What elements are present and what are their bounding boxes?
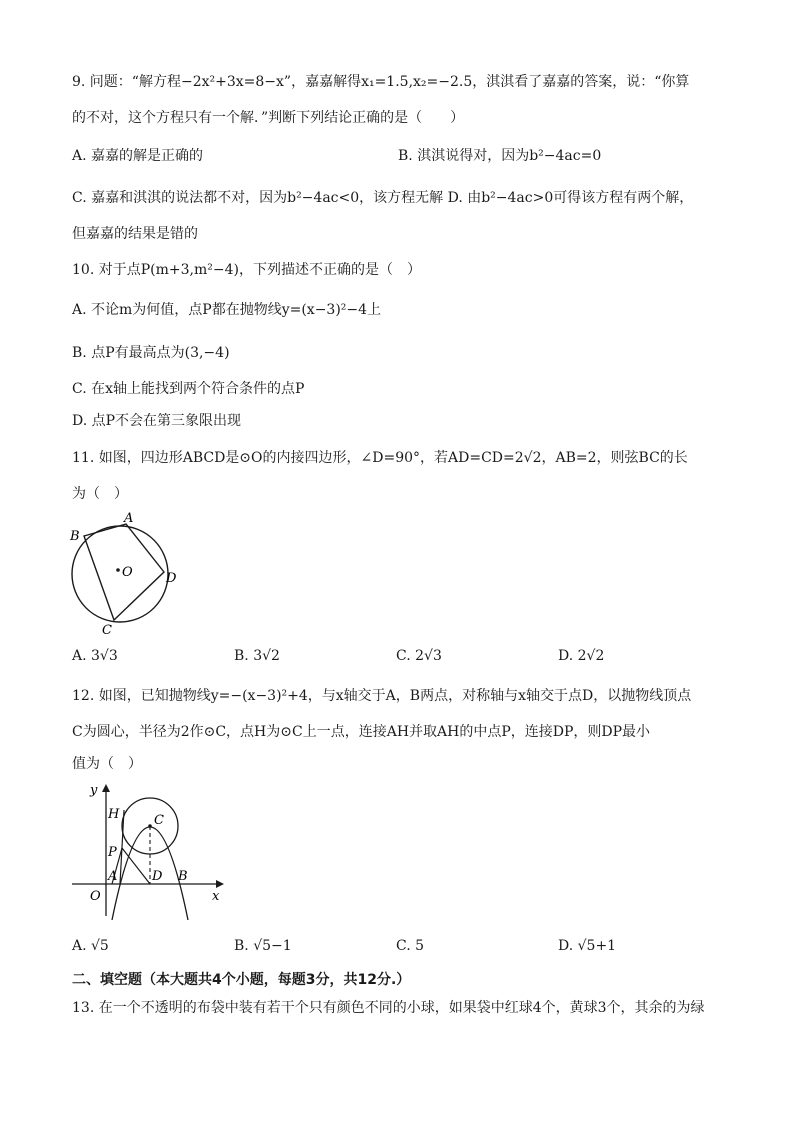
q12-stem-line1: 12. 如图，已知抛物线y=−(x−3)²+4，与x轴交于A，B两点，对称轴与x轴交于点D，以抛物线顶点 [72,688,692,704]
q12-label-h: H [108,807,120,822]
q11-label-c: C [102,623,112,638]
q12-label-d: D [152,869,163,884]
q10-option-d: D. 点P不会在第三象限出现 [72,413,242,429]
q9-option-a: A. 嘉嘉的解是正确的 [72,148,204,164]
q11-option-c: C. 2√3 [396,648,442,664]
q11-option-d: D. 2√2 [558,648,605,664]
q11-figure [64,508,194,638]
q11-stem-line1: 11. 如图，四边形ABCD是⊙O的内接四边形，∠D=90°，若AD=CD=2√2，AB=2，则弦BC的长 [72,450,688,466]
q11-stem-line2: 为（ ） [72,486,128,502]
q11-option-a: A. 3√3 [72,648,118,664]
q11-option-b: B. 3√2 [234,648,280,664]
q9-stem-line2: 的不对，这个方程只有一个解．”判断下列结论正确的是（ ） [72,110,465,126]
q12-stem-line2: C为圆心，半径为2作⊙C，点H为⊙C上一点，连接AH并取AH的中点P，连接DP，则DP最小 [72,724,651,740]
q11-circle [72,526,168,622]
q9-option-d-continued: 但嘉嘉的结果是错的 [72,226,198,242]
q11-label-a: A [124,511,134,526]
q13-stem-line1: 13. 在一个不透明的布袋中装有若干个只有颜色不同的小球，如果袋中红球4个，黄球3个，其余的为绿 [72,1000,705,1016]
q11-label-o: O [122,565,133,580]
q12-x-axis-arrow [216,880,224,888]
q12-option-a: A. √5 [72,938,109,954]
q12-point-c [148,824,152,828]
q12-label-c: C [154,813,164,828]
q12-label-p: P [108,845,117,860]
section-2-title: 二、填空题（本大题共4个小题，每题3分，共12分.） [72,972,411,988]
q10-option-c: C. 在x轴上能找到两个符合条件的点P [72,381,305,397]
q11-label-b: B [70,529,80,544]
q12-label-x: x [212,889,220,904]
q11-center-point [116,568,120,572]
q10-option-a: A. 不论m为何值，点P都在抛物线y=(x−3)²−4上 [72,302,382,318]
q12-option-b: B. √5−1 [234,938,292,954]
q12-label-b: B [178,869,188,884]
q9-option-c-d: C. 嘉嘉和淇淇的说法都不对，因为b²−4ac<0，该方程无解 D. 由b²−4ac>0可得该方程有两个解， [72,190,694,206]
q9-option-b: B. 淇淇说得对，因为b²−4ac=0 [398,148,602,164]
q12-option-c: C. 5 [396,938,425,954]
q12-option-d: D. √5+1 [558,938,617,954]
q10-stem: 10. 对于点P(m+3,m²−4)，下列描述不正确的是（ ） [72,262,421,278]
q12-stem-line3: 值为（ ） [72,756,142,772]
q12-figure [68,780,228,920]
q12-label-a: A [108,869,118,884]
q12-label-y: y [90,783,98,798]
q9-stem-line1: 9. 问题：“解方程−2x²+3x=8−x”，嘉嘉解得x₁=1.5,x₂=−2.5，淇淇看了嘉嘉的答案，说：“你算 [72,74,690,90]
q10-option-b: B. 点P有最高点为(3,−4) [72,345,230,361]
q11-label-d: D [166,571,177,586]
q12-y-axis-arrow [102,784,110,792]
q12-label-o: O [90,889,101,904]
